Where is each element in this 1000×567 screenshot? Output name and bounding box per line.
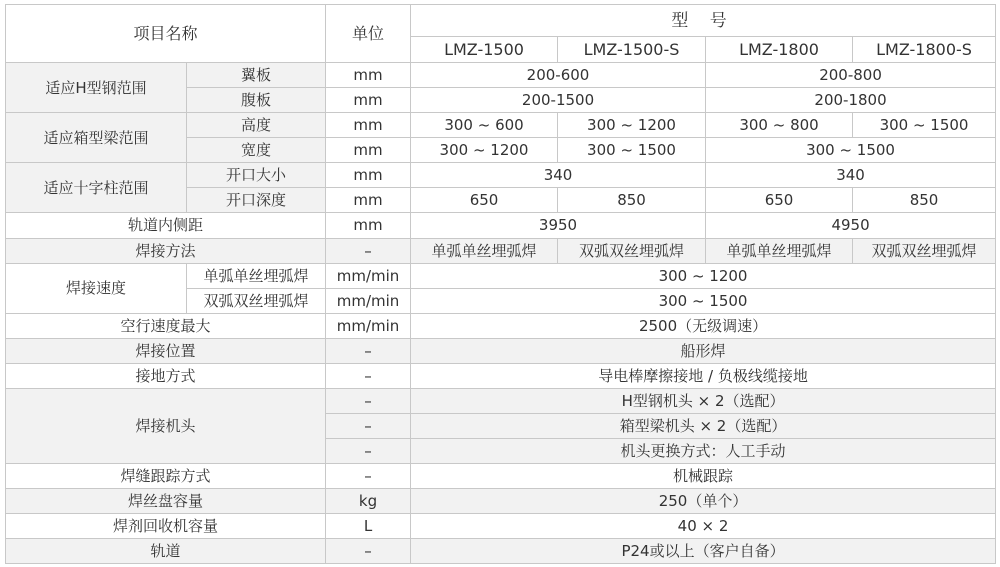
row-label: 适应十字柱范围 (6, 163, 187, 213)
sub-label: 开口大小 (187, 163, 326, 188)
unit-cell: – (326, 388, 411, 413)
table-row (6, 113, 996, 138)
value-cell: 2500（无级调速） (411, 313, 996, 338)
header-item: 项目名称 (6, 5, 326, 63)
table-row (6, 213, 996, 238)
sub-label: 高度 (187, 113, 326, 138)
value-cell: 250（单个） (411, 488, 996, 513)
unit-cell: – (326, 413, 411, 438)
unit-cell: mm/min (326, 313, 411, 338)
unit-cell: mm (326, 163, 411, 188)
table-row (6, 488, 996, 513)
value-cell: 单弧单丝埋弧焊 (411, 238, 558, 263)
row-label: 焊接速度 (6, 263, 187, 313)
unit-cell: – (326, 463, 411, 488)
row-label: 轨道内侧距 (6, 213, 326, 238)
sub-label: 开口深度 (187, 188, 326, 213)
unit-cell: mm (326, 63, 411, 88)
value-cell: 箱型梁机头 × 2（选配） (411, 413, 996, 438)
row-label: 焊丝盘容量 (6, 488, 326, 513)
unit-cell: kg (326, 488, 411, 513)
header-row (6, 5, 996, 37)
unit-cell: – (326, 363, 411, 388)
table-row (6, 513, 996, 538)
header-unit: 单位 (326, 5, 411, 63)
table-row (6, 363, 996, 388)
table-row (6, 63, 996, 88)
value-cell: 单弧单丝埋弧焊 (706, 238, 853, 263)
table-row (6, 163, 996, 188)
value-cell: 300 ~ 1500 (411, 288, 996, 313)
table-row (6, 463, 996, 488)
table-row (6, 238, 996, 263)
value-cell: 4950 (706, 213, 996, 238)
model-name: LMZ-1500-S (558, 37, 706, 63)
sub-label: 单弧单丝埋弧焊 (187, 263, 326, 288)
row-label: 适应H型钢范围 (6, 63, 187, 113)
value-cell: 650 (706, 188, 853, 213)
spec-table (5, 4, 996, 564)
unit-cell: L (326, 513, 411, 538)
unit-cell: mm (326, 213, 411, 238)
table-row (6, 263, 996, 288)
row-label: 焊接位置 (6, 338, 326, 363)
value-cell: 机头更换方式：人工手动 (411, 438, 996, 463)
value-cell: 300 ~ 1200 (411, 263, 996, 288)
value-cell: 850 (853, 188, 996, 213)
row-label: 适应箱型梁范围 (6, 113, 187, 163)
value-cell: 200-1500 (411, 88, 706, 113)
value-cell: 200-600 (411, 63, 706, 88)
row-label: 焊接机头 (6, 388, 326, 463)
row-label: 焊接方法 (6, 238, 326, 263)
value-cell: 650 (411, 188, 558, 213)
value-cell: 300 ~ 1500 (558, 138, 706, 163)
value-cell: 300 ~ 1200 (411, 138, 558, 163)
row-label: 接地方式 (6, 363, 326, 388)
sub-label: 双弧双丝埋弧焊 (187, 288, 326, 313)
value-cell: 340 (706, 163, 996, 188)
unit-cell: mm/min (326, 288, 411, 313)
row-label: 轨道 (6, 538, 326, 563)
sub-label: 翼板 (187, 63, 326, 88)
model-name: LMZ-1500 (411, 37, 558, 63)
value-cell: 300 ~ 600 (411, 113, 558, 138)
value-cell: 船形焊 (411, 338, 996, 363)
unit-cell: – (326, 238, 411, 263)
unit-cell: – (326, 438, 411, 463)
table-row (6, 538, 996, 563)
unit-cell: mm (326, 138, 411, 163)
value-cell: 300 ~ 1500 (853, 113, 996, 138)
unit-cell: – (326, 538, 411, 563)
model-name: LMZ-1800 (706, 37, 853, 63)
header-model: 型 号 (411, 5, 996, 37)
unit-cell: mm (326, 188, 411, 213)
sub-label: 腹板 (187, 88, 326, 113)
value-cell: 850 (558, 188, 706, 213)
value-cell: 导电棒摩擦接地 / 负极线缆接地 (411, 363, 996, 388)
value-cell: H型钢机头 × 2（选配） (411, 388, 996, 413)
table-row (6, 388, 996, 413)
value-cell: 300 ~ 1200 (558, 113, 706, 138)
row-label: 焊剂回收机容量 (6, 513, 326, 538)
value-cell: 双弧双丝埋弧焊 (853, 238, 996, 263)
value-cell: 340 (411, 163, 706, 188)
value-cell: 200-800 (706, 63, 996, 88)
model-name: LMZ-1800-S (853, 37, 996, 63)
table-row (6, 338, 996, 363)
value-cell: 200-1800 (706, 88, 996, 113)
unit-cell: – (326, 338, 411, 363)
value-cell: 双弧双丝埋弧焊 (558, 238, 706, 263)
value-cell: 300 ~ 1500 (706, 138, 996, 163)
row-label: 焊缝跟踪方式 (6, 463, 326, 488)
unit-cell: mm (326, 113, 411, 138)
value-cell: P24或以上（客户自备） (411, 538, 996, 563)
table-row (6, 313, 996, 338)
unit-cell: mm/min (326, 263, 411, 288)
value-cell: 300 ~ 800 (706, 113, 853, 138)
value-cell: 3950 (411, 213, 706, 238)
unit-cell: mm (326, 88, 411, 113)
row-label: 空行速度最大 (6, 313, 326, 338)
sub-label: 宽度 (187, 138, 326, 163)
value-cell: 40 × 2 (411, 513, 996, 538)
value-cell: 机械跟踪 (411, 463, 996, 488)
